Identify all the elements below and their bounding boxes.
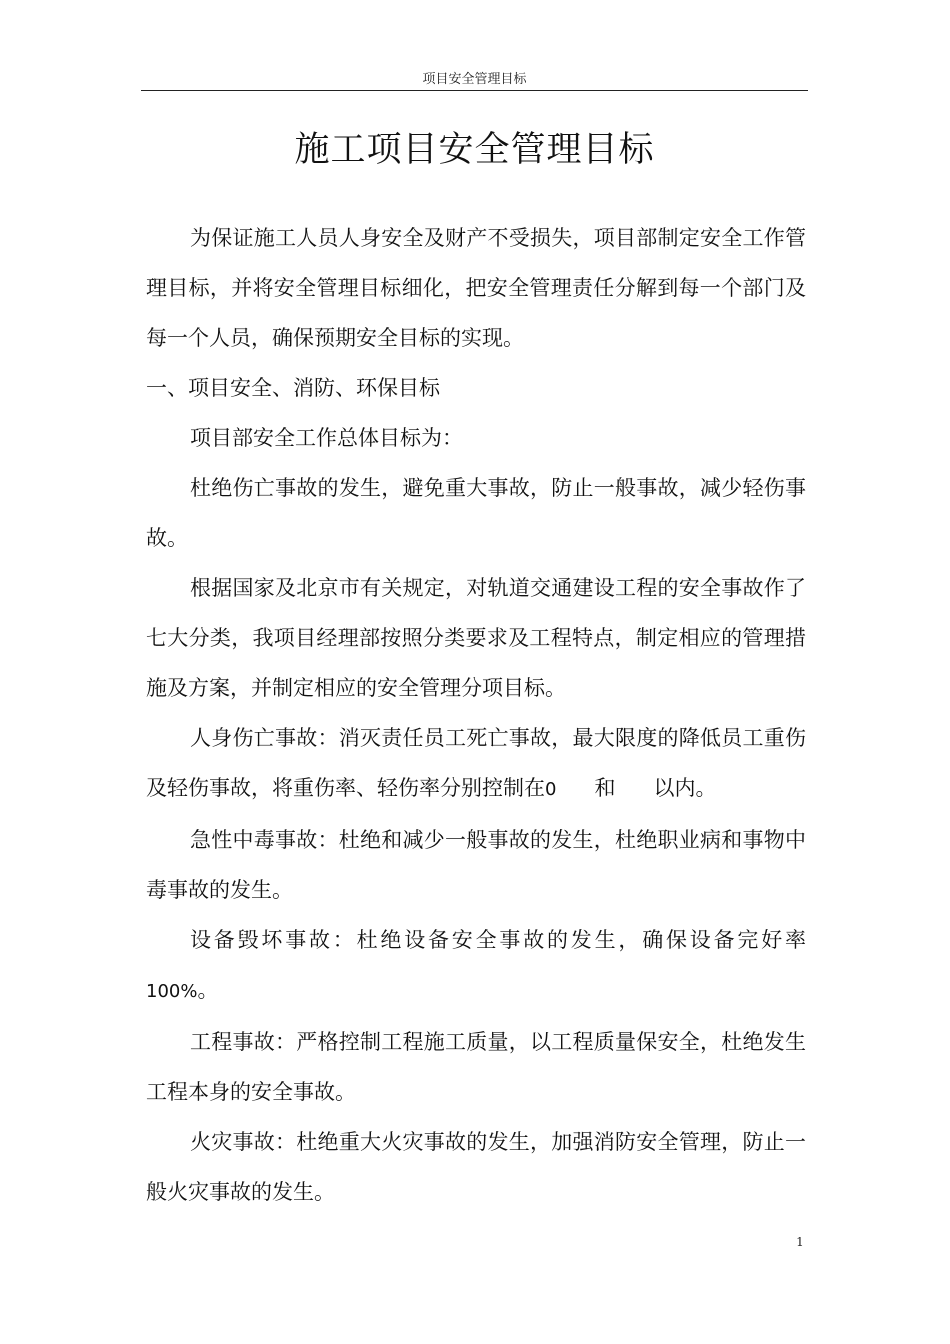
fire-paragraph: 火灾事故：杜绝重大火灾事故的发生，加强消防安全管理，防止一般火灾事故的发生。 [146,1130,806,1204]
equipment-text: 设备毁坏事故：杜绝设备安全事故的发生，确保设备完好率 [190,928,806,952]
document-title: 施工项目安全管理目标 [294,130,655,170]
injury-text: 人身伤亡事故：消灭责任员工死亡事故，最大限度的降低员工重伤及轻伤事故，将重伤率、轻伤率分别控制在 [146,726,806,800]
page-number: 1 [796,1235,804,1249]
poisoning-paragraph: 急性中毒事故：杜绝和减少一般事故的发生，杜绝职业病和事物中毒事故的发生。 [146,828,806,902]
injury-suffix: 以内。 [653,776,717,800]
document-body [146,213,806,1217]
equipment-value: 100% [146,981,198,1002]
intro-paragraph: 为保证施工人员人身安全及财产不受损失，项目部制定安全工作管理目标，并将安全管理目标细化，把安全管理责任分解到每一个部门及每一个人员，确保预期安全目标的实现。 [146,226,806,350]
section-heading: 一、项目安全、消防、环保目标 [146,376,440,400]
injury-accident-paragraph [146,713,806,815]
engineering-paragraph: 工程事故：严格控制工程施工质量，以工程质量保安全，杜绝发生工程本身的安全事故。 [146,1030,806,1104]
page-header [141,70,808,91]
classification-paragraph: 根据国家及北京市有关规定，对轨道交通建设工程的安全事故作了七大分类，我项目经理部按照分类要求及工程特点，制定相应的管理措施及方案，并制定相应的安全管理分项目标。 [146,576,806,700]
header-title: 项目安全管理目标 [422,72,527,87]
injury-value: 0 [545,779,557,800]
equipment-paragraph [146,915,806,1017]
overall-goal-paragraph: 杜绝伤亡事故的发生，避免重大事故，防止一般事故，减少轻伤事故。 [146,476,806,550]
equipment-suffix: 。 [197,978,219,1002]
injury-conjunction: 和 [594,776,616,800]
overall-goal-label: 项目部安全工作总体目标为： [190,426,463,450]
